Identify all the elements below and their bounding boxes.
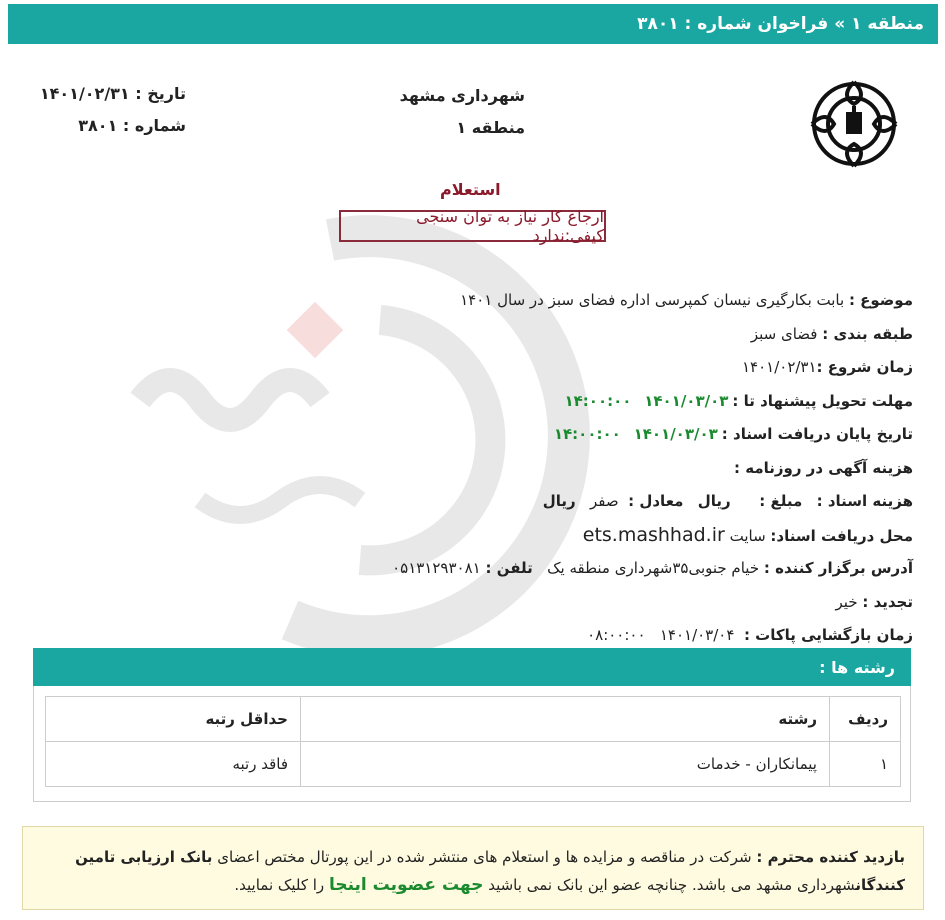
cell-min-rank: فاقد رتبه bbox=[46, 742, 301, 787]
date-value: ۱۴۰۱/۰۲/۳۱ bbox=[39, 84, 130, 103]
number-row bbox=[36, 110, 186, 142]
deadline-time: ۱۴:۰۰:۰۰ bbox=[564, 391, 632, 410]
address-value: خیام جنوبی۳۵شهرداری منطقه یک bbox=[547, 559, 760, 577]
start-value: ۱۴۰۱/۰۲/۳۱ bbox=[741, 358, 817, 376]
doc-place-label: محل دریافت اسناد: bbox=[770, 526, 913, 545]
doc-place-site-link[interactable]: ets.mashhad.ir bbox=[582, 523, 725, 546]
address-row bbox=[333, 555, 913, 589]
table-row bbox=[46, 742, 901, 787]
doc-place-prefix: سایت bbox=[729, 526, 766, 545]
fields-table-wrapper bbox=[33, 686, 911, 802]
date-row bbox=[36, 78, 186, 110]
fields-table bbox=[45, 696, 901, 787]
membership-notice bbox=[22, 826, 924, 910]
header-row-number: ردیف bbox=[830, 697, 901, 742]
rial-label-1: ریال bbox=[697, 492, 731, 510]
renew-value: خیر bbox=[835, 592, 858, 611]
cell-field: پیمانکاران - خدمات bbox=[301, 742, 830, 787]
docs-end-row bbox=[333, 421, 913, 455]
phone-label: تلفن : bbox=[485, 559, 533, 577]
category-label: طبقه بندی : bbox=[822, 324, 913, 343]
amount-label: مبلغ : bbox=[759, 492, 803, 510]
header-field: رشته bbox=[301, 697, 830, 742]
org-name: شهرداری مشهد bbox=[399, 86, 525, 105]
fields-section-title: رشته ها : bbox=[819, 657, 895, 677]
doc-meta bbox=[36, 78, 186, 142]
docs-end-label: تاریخ پایان دریافت اسناد : bbox=[721, 425, 913, 443]
page-header bbox=[8, 4, 938, 44]
rial-label-2: ریال bbox=[542, 492, 576, 510]
docs-end-date: ۱۴۰۱/۰۳/۰۳ bbox=[633, 425, 718, 443]
start-label: زمان شروع : bbox=[816, 358, 913, 376]
doc-place-row bbox=[333, 522, 913, 556]
deadline-row bbox=[333, 388, 913, 422]
qualification-note: ارجاع کار نیاز به توان سنجی کیفی:ندارد bbox=[339, 210, 606, 242]
phone-value: ۰۵۱۳۱۲۹۳۰۸۱ bbox=[392, 559, 481, 577]
date-label: تاریخ : bbox=[135, 84, 186, 103]
ad-cost-row bbox=[333, 455, 913, 489]
org-header bbox=[360, 80, 525, 144]
subject-label: موضوع : bbox=[848, 291, 913, 309]
mashhad-municipality-logo-icon bbox=[808, 78, 900, 170]
notice-lead: بازدید کننده محترم : bbox=[756, 848, 905, 866]
notice-bank: بانک ارزیابی تامین کنندگان bbox=[75, 848, 905, 894]
docs-end-time: ۱۴:۰۰:۰۰ bbox=[553, 425, 621, 443]
opening-label: زمان بازگشایی پاکات : bbox=[743, 626, 913, 644]
doc-type-title: استعلام bbox=[440, 180, 501, 199]
header-min-rank: حداقل رتبه bbox=[46, 697, 301, 742]
opening-date: ۱۴۰۱/۰۳/۰۴ bbox=[659, 626, 735, 644]
equiv-label: معادل : bbox=[628, 492, 684, 510]
notice-text-3: را کلیک نمایید. bbox=[234, 876, 325, 894]
deadline-label: مهلت تحویل پیشنهاد تا : bbox=[732, 391, 913, 410]
equiv-value: صفر bbox=[589, 492, 619, 510]
category-row bbox=[333, 321, 913, 355]
address-label: آدرس برگزار کننده : bbox=[763, 559, 913, 577]
membership-link[interactable]: جهت عضویت اینجا bbox=[328, 875, 484, 895]
start-row bbox=[333, 354, 913, 388]
tender-fields bbox=[333, 287, 913, 656]
org-region: منطقه ۱ bbox=[456, 118, 525, 137]
fields-section-header bbox=[33, 648, 911, 686]
subject-value: بابت بکارگیری نیسان کمپرسی اداره فضای سبز در سال ۱۴۰۱ bbox=[460, 291, 845, 309]
opening-time: ۰۸:۰۰:۰۰ bbox=[587, 626, 646, 644]
number-value: ۳۸۰۱ bbox=[78, 116, 118, 135]
renew-row bbox=[333, 589, 913, 623]
cell-row-number: ۱ bbox=[830, 742, 901, 787]
number-label: شماره : bbox=[122, 116, 186, 135]
subject-row bbox=[333, 287, 913, 321]
renew-label: تجدید : bbox=[862, 592, 913, 611]
table-header-row bbox=[46, 697, 901, 742]
ad-cost-label: هزینه آگهی در روزنامه : bbox=[734, 458, 913, 477]
notice-text-1: شرکت در مناقصه و مزایده ها و استعلام های منتشر شده در این پورتال مختص اعضای bbox=[217, 848, 752, 866]
doc-cost-label: هزینه اسناد : bbox=[816, 492, 913, 510]
category-value: فضای سبز bbox=[750, 324, 818, 343]
notice-text-2: شهرداری مشهد می باشد. چنانچه عضو این بانک نمی باشید bbox=[488, 876, 856, 894]
deadline-date: ۱۴۰۱/۰۳/۰۳ bbox=[644, 391, 729, 410]
page-header-title: منطقه ۱ » فراخوان شماره : ۳۸۰۱ bbox=[637, 14, 924, 34]
doc-cost-row bbox=[333, 488, 913, 522]
